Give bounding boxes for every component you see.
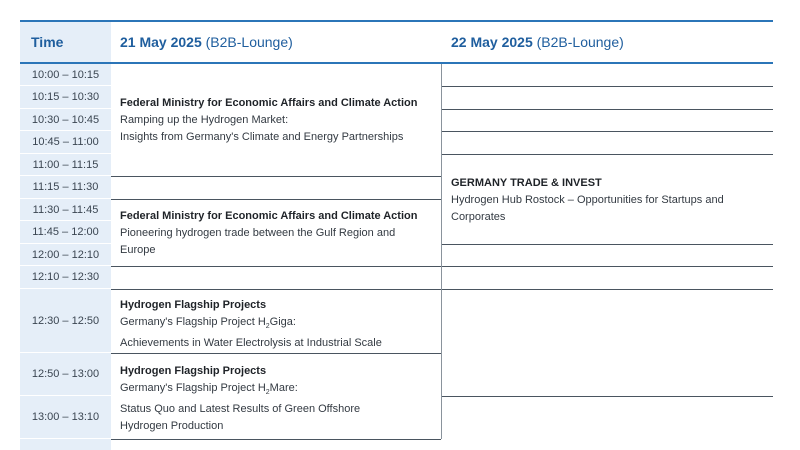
day2-venue: (B2B-Lounge): [536, 34, 624, 50]
time-column-header: [31, 34, 63, 50]
event-organizer: GERMANY TRADE & INVEST: [451, 177, 602, 189]
day2-row-divider: [441, 396, 773, 397]
day1-column-header: [120, 34, 293, 50]
event-organizer: Federal Ministry for Economic Affairs and Climate Action: [120, 97, 418, 109]
day1-date: 21 May 2025: [120, 34, 202, 50]
event-day1-bmwk-hydrogen-market: [120, 95, 438, 146]
day1-row-divider: [111, 176, 441, 177]
event-title: [120, 314, 438, 352]
event-title-subscript: 2: [265, 323, 270, 331]
time-slot: 10:15 – 10:30: [20, 86, 111, 109]
event-title: Ramping up the Hydrogen Market: Insights from Germany's Climate and Energy Partnerships: [120, 114, 404, 143]
time-slot: 12:00 – 12:10: [20, 244, 111, 266]
day2-row-divider: [441, 266, 773, 267]
event-title-part: Germany's Flagship Project H: [120, 316, 266, 328]
day1-row-divider: [111, 353, 441, 354]
event-organizer: Hydrogen Flagship Projects: [120, 365, 267, 377]
time-slot: 10:00 – 10:15: [20, 64, 111, 86]
time-slot: 11:00 – 11:15: [20, 154, 111, 176]
day2-row-divider: [441, 131, 773, 132]
day2-row-divider: [441, 86, 773, 87]
header-bottom-border: [20, 62, 773, 64]
event-organizer: Federal Ministry for Economic Affairs and Climate Action: [120, 210, 418, 222]
time-slot: 10:45 – 11:00: [20, 131, 111, 154]
event-title-part: Giga: Achievements in Water Electrolysis at Industrial Scale: [120, 316, 382, 350]
event-day1-bmwk-gulf-trade: [120, 208, 438, 259]
event-day2-gtai-rostock: [451, 175, 769, 226]
day1-row-divider: [111, 266, 441, 267]
day2-column-header: [451, 34, 624, 50]
time-slot: 13:00 – 13:10: [20, 396, 111, 439]
day2-date: 22 May 2025: [451, 34, 533, 50]
event-organizer: Hydrogen Flagship Projects: [120, 299, 267, 311]
event-day1-h2giga: [120, 297, 438, 352]
time-header-label: Time: [31, 34, 64, 50]
event-title: Hydrogen Hub Rostock – Opportunities for Startups and Corporates: [451, 194, 724, 223]
table-top-border: [20, 20, 773, 22]
event-title-part: Germany's Flagship Project H: [120, 382, 266, 394]
time-slot: 12:10 – 12:30: [20, 266, 111, 289]
day1-row-divider: [111, 199, 441, 200]
event-title-subscript: 2: [265, 389, 270, 397]
day2-row-divider: [441, 244, 773, 245]
day2-row-divider: [441, 109, 773, 110]
time-slot: 11:45 – 12:00: [20, 221, 111, 244]
day-column-divider: [441, 64, 442, 439]
row-divider: [111, 289, 773, 290]
day1-row-divider: [111, 439, 441, 440]
event-title-part: Mare: Status Quo and Latest Results of Green Offshore Hydrogen Production: [120, 382, 361, 433]
event-title: [120, 380, 438, 435]
time-slot: 11:30 – 11:45: [20, 199, 111, 221]
time-slot: 11:15 – 11:30: [20, 176, 111, 199]
time-slot: 12:30 – 12:50: [20, 289, 111, 353]
event-title: Pioneering hydrogen trade between the Gulf Region and Europe: [120, 227, 396, 256]
time-slot: 10:30 – 10:45: [20, 109, 111, 131]
event-day1-h2mare: [120, 363, 438, 435]
day2-row-divider: [441, 154, 773, 155]
day1-venue: (B2B-Lounge): [205, 34, 293, 50]
time-slot: 12:50 – 13:00: [20, 353, 111, 396]
